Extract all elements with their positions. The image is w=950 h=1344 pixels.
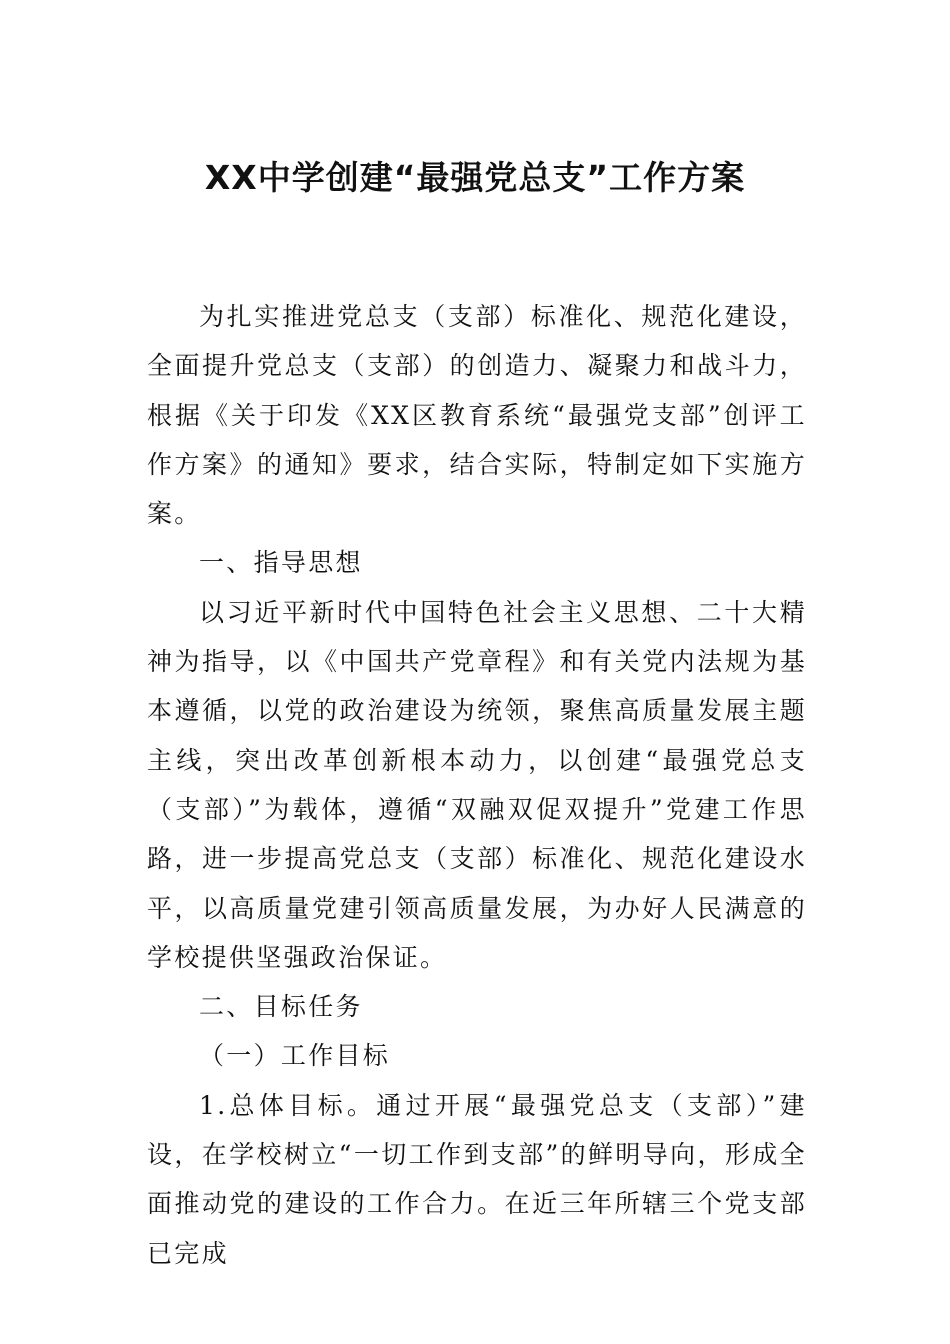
section-heading-guiding-ideology: 一、指导思想 xyxy=(199,548,363,578)
guiding-ideology-paragraph: 以习近平新时代中国特色社会主义思想、二十大精神为指导，以《中国共产党章程》和有关党内法规为基本遵循，以党的政治建设为统领，聚焦高质量发展主题主线，突出改革创新根本动力，以创建“最强党总支（支部）”为载体，遵循“双融双促双提升”党建工作思路，进一步提高党总支（支部）标准化、规范化建设水平，以高质量党建引领高质量发展，为办好人民满意的学校提供坚强政治保证。 xyxy=(147,597,807,972)
section-heading-goals-tasks: 二、目标任务 xyxy=(199,992,363,1022)
intro-paragraph: 为扎实推进党总支（支部）标准化、规范化建设，全面提升党总支（支部）的创造力、凝聚力和战斗力，根据《关于印发《XX区教育系统“最强党支部”创评工作方案》的通知》要求，结合实际，特制定如下实施方案。 xyxy=(147,302,807,529)
overall-goal-paragraph: 1.总体目标。通过开展“最强党总支（支部）”建设，在学校树立“一切工作到支部”的鲜明导向，形成全面推动党的建设的工作合力。在近三年所辖三个党支部已完成 xyxy=(147,1090,807,1268)
document-title: XX中学创建“最强党总支”工作方案 xyxy=(204,158,746,197)
subsection-heading-work-goals: （一）工作目标 xyxy=(199,1041,391,1071)
document-body xyxy=(147,292,807,1278)
